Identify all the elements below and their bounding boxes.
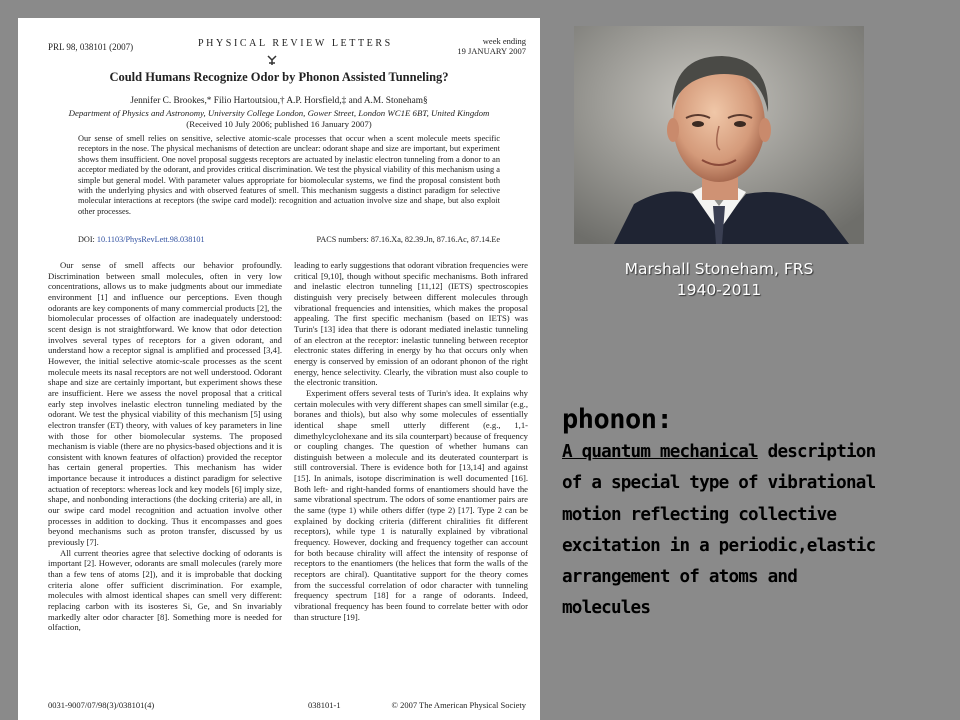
footer-copyright: © 2007 The American Physical Society (391, 700, 526, 710)
doi-label: DOI: (78, 235, 95, 244)
header-issue-date: 19 JANUARY 2007 (457, 46, 526, 56)
definition-body (562, 437, 952, 625)
footer-page-number: 038101-1 (308, 700, 341, 710)
page-footer (48, 700, 526, 712)
paper-affiliation: Department of Physics and Astronomy, University College London, Gower Street, London WC1E 6BT, United Kingdom (68, 108, 490, 118)
header-date (426, 36, 526, 56)
phonon-definition (562, 404, 952, 625)
body-paragraph: All current theories agree that selective docking of odorants is important [2]. However, odorants are small molecules (rarely more than a few tens of atoms [2]), and it is improbable that docking criteria alone offer sufficient discrimination. For example, molecules with almost identical shapes can smell very different: replacing carbon with its isosteres Si, Ge, and Sn invariably markedly alter odor character [8]. Something more is needed for olfaction, (48, 547, 282, 633)
definition-line: of a special type of vibrational (562, 473, 876, 494)
body-column-left (48, 260, 282, 633)
paper-received-date: (Received 10 July 2006; published 16 January 2007) (186, 119, 372, 129)
journal-logo-icon (266, 54, 278, 70)
definition-underlined: A quantum mechanical (562, 442, 758, 462)
definition-line: molecules (562, 598, 651, 619)
paper-page (18, 18, 540, 720)
doi-link[interactable]: 10.1103/PhysRevLett.98.038101 (96, 235, 205, 244)
body-paragraph: leading to early suggestions that odorant vibration frequencies were critical [9,10], though without specific mechanisms. Both infrared and inelastic electron tunneling [11,12] (IETS) spectroscopies distinguish very precisely between different molecules through vibrational frequencies and intensities, which makes the proposal appealing. The first specific mechanism (based on IETS) was Turin's [13] idea that there is odorant mediated inelastic tunneling of an electron at the receptor: inelastic tunneling between receptor electronic states differing in energy by ħω that occurs only when energy is conserved by emission of an odorant phonon of the right energy, hence selectivity. Clearly, the vibration must also couple to the electronic transition. (294, 260, 528, 388)
journal-name: PHYSICAL REVIEW LETTERS (198, 38, 393, 49)
paper-title: Could Humans Recognize Odor by Phonon Assisted Tunneling? (109, 70, 449, 84)
portrait-caption-name: Marshall Stoneham, FRS (624, 260, 814, 278)
portrait-photo (574, 26, 864, 244)
body-column-right (294, 260, 528, 622)
definition-line: arrangement of atoms and (562, 567, 798, 588)
definition-line (562, 437, 952, 468)
paper-authors: Jennifer C. Brookes,* Filio Hartoutsiou,† A.P. Horsfield,‡ and A.M. Stoneham§ (130, 96, 428, 106)
definition-line1-rest: description (757, 442, 876, 462)
doi (78, 235, 205, 244)
paper-meta (78, 235, 500, 247)
definition-term: phonon: (562, 404, 673, 435)
header-week-ending: week ending (482, 36, 526, 46)
portrait-caption-years: 1940-2011 (676, 281, 762, 299)
definition-line: excitation in a periodic,elastic (562, 535, 876, 556)
body-paragraph: Our sense of smell affects our behavior profoundly. Discrimination between small molecules, often in very low concentrations, allows us to make judgments about our immediate environment [1] and influence our perceptions. Even though odorants are key components of many commercial products [2], the biomolecular processes of olfaction are inadequately understood: scent design is not straightforward. We know that odor detection involves several types of receptors for a given odorant, and understand how a receptor signal is amplified and processed [3,4]. However, the initial selective atomic-scale processes as the scent molecule meets its nasal receptors are not well understood. Odorant shape and size are certainly important, but experiment shows these are insufficient. Here we assess the novel proposal that a critical early step involves inelastic electron tunneling mediated by the odorant. We test the physical viability of this mechanism [5] using electron transfer (ET) theory, with values of key parameters in line with those for other biomolecular systems. The proposed mechanism is viable (there are no physics-based objections and it is consistent with known features of olfaction) provided the receptor has certain general properties. This mechanism has wider importance because it introduces a distinct paradigm for selective actuation of receptors: whereas lock and key models [6] imply size, shape, and nonbonding interactions (the docking criteria) are all, in our swipe card model recognition and actuation involve other processes in addition to docking. Thus it encompasses and goes beyond mechanisms such as proton transfer, discussed by us previously [7]. (48, 260, 282, 548)
footer-code: 0031-9007/07/98(3)/038101(4) (48, 700, 155, 710)
body-paragraph: Experiment offers several tests of Turin's idea. It explains why certain molecules with very different shapes can smell similar (e.g., boranes and thiols), but also why some molecules of essentially identical shape smell utterly different (e.g., 1,1-dimethylcyclohexane and its sila counterpart) because of frequency or coupling changes. The question of whether humans can distinguish between a molecule and its deuterated counterpart is still controversial. There is evidence both for [13,14] and against [15]. In animals, isotope discrimination is well documented [16]. Both left- and right-handed forms of enantiomers should have the same vibrational spectrum. The odors of some enantiomer pairs are the same (type 1) while others differ (type 2) [17]. Type 2 can be explained by docking criteria (different chiralities fit different receptors), while type 1 is naturally explained by vibrational frequency. However, docking and frequency together can account for both because chirality will affect the intensity of response of receptors to the enantiomers (the helices that form the walls of the receptors are chiral). Quantitative support for the theory comes from the successful correlation of odor character with tunneling frequency spectrum [18] for a range of odorants. Indeed, vibrational frequency has been found to correlate better with odor than structure [19]. (294, 387, 528, 622)
definition-line: motion reflecting collective (562, 504, 837, 525)
pacs-numbers: PACS numbers: 87.16.Xa, 82.39.Jn, 87.16.Ac, 87.14.Ee (316, 235, 500, 244)
paper-abstract: Our sense of smell relies on sensitive, selective atomic-scale processes that occur when a scent molecule meets specific receptors in the nose. The physical mechanisms of detection are unclear: odorant shape and size are important, but experiment shows them insufficient. One novel proposal suggests receptors are actuated by inelastic electron tunneling from a donor to an acceptor mediated by the odorant, and provides critical discrimination. We test the physical viability of this mechanism using a simple but general model. With parameter values appropriate for biomolecular systems, we find the proposal consistent both with the underlying physics and with observed features of smell. This mechanism suggests a distinct paradigm for selective molecular interactions at receptors (the swipe card model): recognition and actuation involve size and shape, but also exploit other processes. (78, 134, 500, 216)
header-citation: PRL 98, 038101 (2007) (48, 42, 134, 52)
journal-header (48, 36, 526, 58)
